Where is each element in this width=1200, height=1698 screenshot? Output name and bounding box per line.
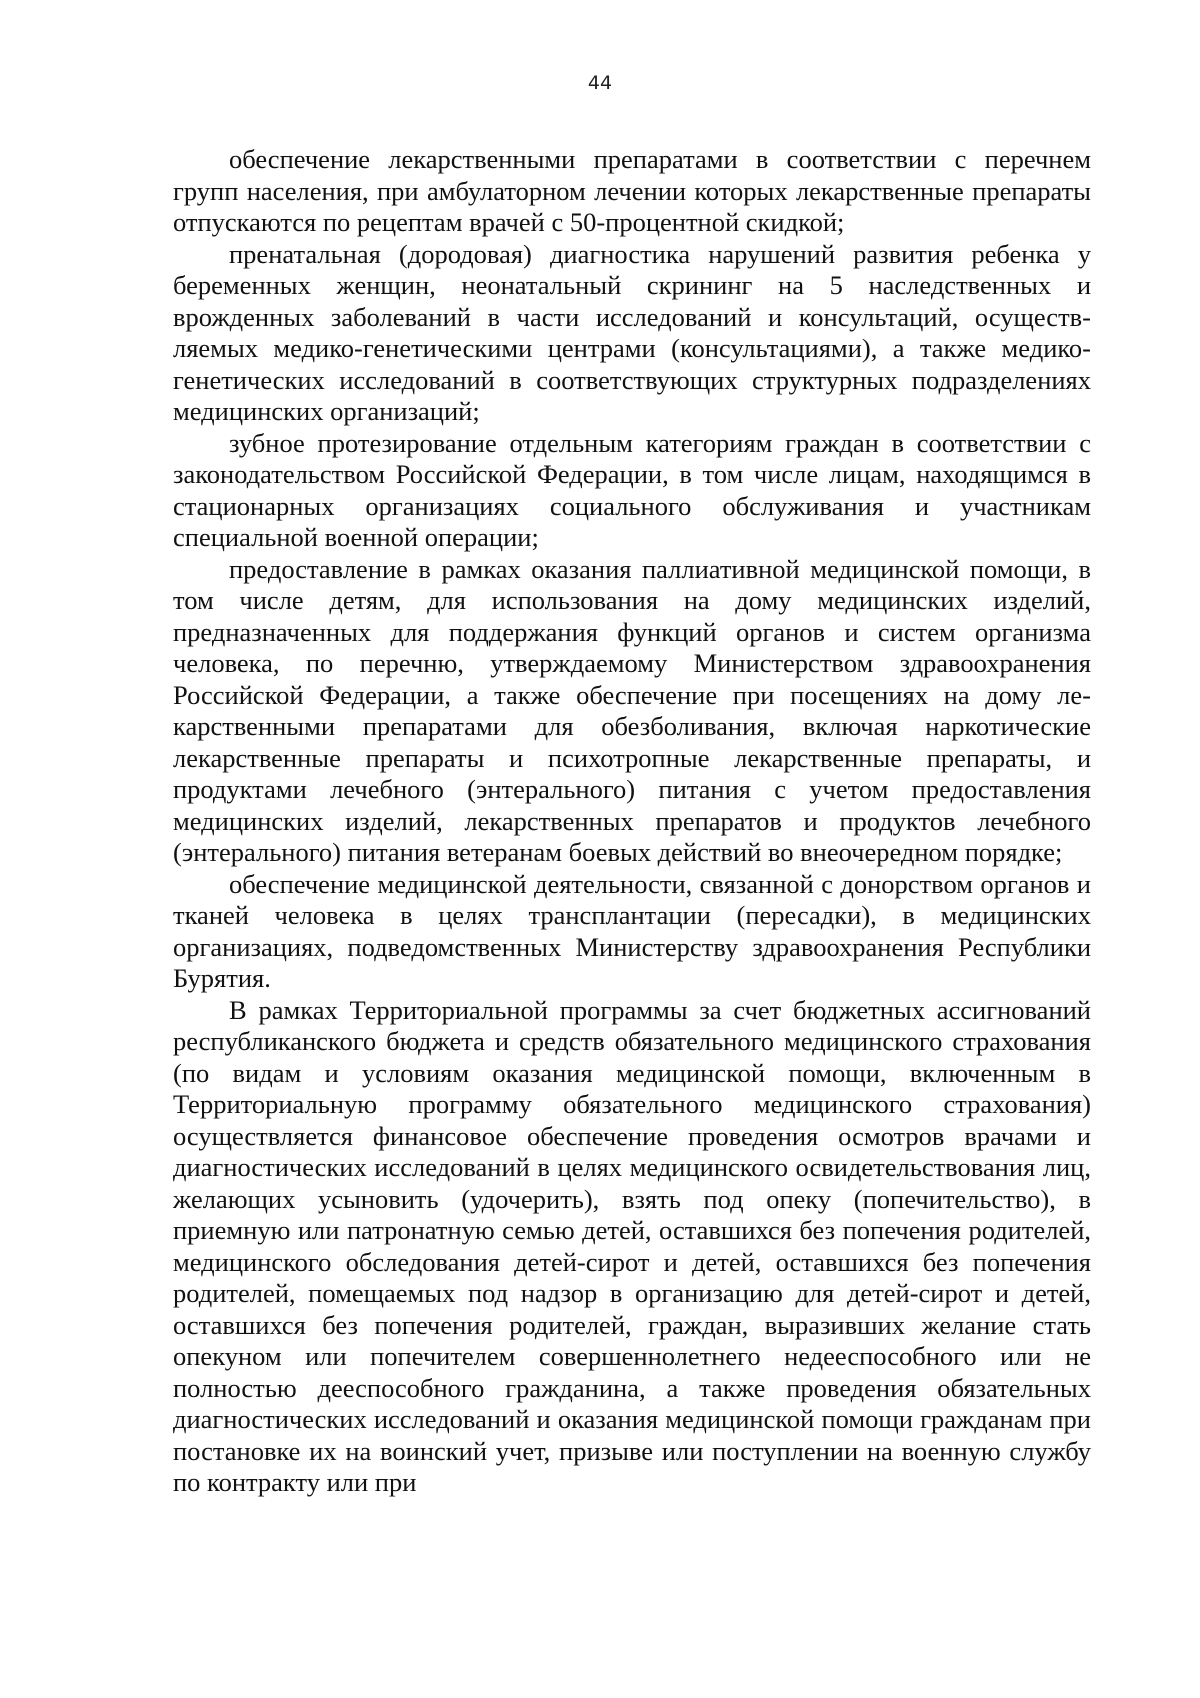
paragraph-dental-prosthetics: зубное протезирование отдельным категориям граждан в соответствии с законодательством Российской Федерации, в том числе лицам, находящимся в стационарных организациях социального обслуживания и участникам специальной военной операции;	[173, 427, 1091, 552]
paragraph-territorial-program: В рамках Территориальной программы за счет бюджетных ассигнований республиканского бюджета и средств обязательного медицинского страхования (по видам и условиям оказания медицинской помощи, включенным в Территориальную программу обязательного медицинского страхования) осуществляется финансовое обеспечение проведения осмотров врачами и диагностических исследований в целях медицинского освидетельствования лиц, желающих усыновить (удочерить), взять под опеку (попечительство), в приемную или патронатную семью детей, оставшихся без попечения родителей, медицинского обследования детей-сирот и детей, оставшихся без попечения родителей, помещаемых под надзор в организацию для детей-сирот и детей, оставшихся без попечения родителей, граждан, выразивших желание стать опекуном или попечителем совершеннолетнего недееспособного или не полностью дееспособного гражданина, а также проведения обязательных диагностических исследований и оказания медицинской помощи гражданам при постановке их на воинский учет, призыве или поступлении на военную службу по контракту или при	[173, 994, 1091, 1497]
body-text	[173, 144, 1091, 1499]
paragraph-organ-donation: обеспечение медицинской деятельности, связанной с донорством органов и тканей человека в целях трансплантации (пересадки), в медицинских организациях, подведомственных Министерству здравоохранения Республики Бурятия.	[173, 868, 1091, 993]
page-number: 44	[587, 72, 613, 94]
paragraph-prenatal-diagnostics: пренатальная (дородовая) диагностика нарушений развития ребенка у беременных женщин, неонатальный скрининг на 5 наследственных и врожденных заболеваний в части исследований и консультаций, осуществляемых медико-генетическими центрами (консультациями), а также медико-генетических исследований в соответствующих структурных подразделениях медицинских организаций;	[173, 238, 1091, 426]
paragraph-palliative-care: предоставление в рамках оказания паллиативной медицинской помощи, в том числе детям, для использования на дому медицинских изделий, предназначенных для поддержания функций органов и систем организма человека, по перечню, утверждаемому Министерством здравоохранения Российской Федерации, а также обеспечение при посещениях на дому лекарственными препаратами для обезболивания, включая наркотические лекарственные препараты и психотропные лекарственные препараты, и продуктами лечебного (энтерального) питания с учетом предоставления медицинских изделий, лекарственных препаратов и продуктов лечебного (энтерального) питания ветеранам боевых действий во внеочередном порядке;	[173, 553, 1091, 867]
paragraph-medications: обеспечение лекарственными препаратами в соответствии с перечнем групп населения, при амбулаторном лечении которых лекарственные препараты отпускаются по рецептам врачей с 50-процентной скидкой;	[173, 144, 1091, 237]
